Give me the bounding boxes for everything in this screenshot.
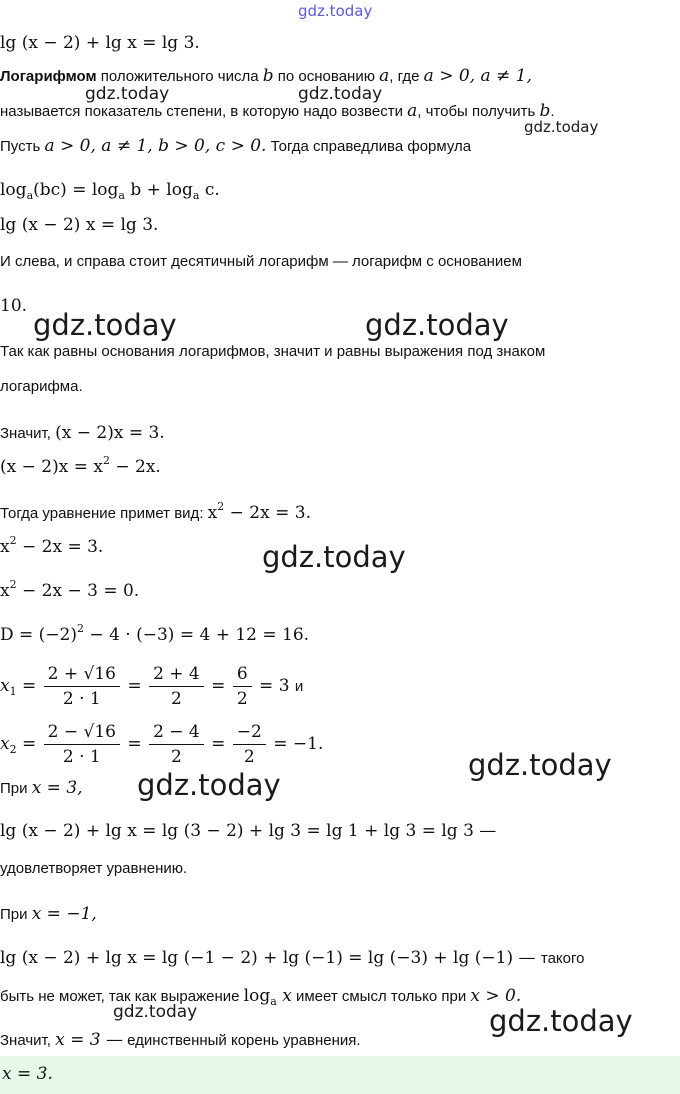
watermark: gdz.today <box>85 84 170 104</box>
math: x = 3, <box>31 778 83 798</box>
so-line <box>0 423 165 443</box>
watermark: gdz.today <box>298 84 383 104</box>
discriminant <box>0 622 310 645</box>
impossible-line <box>0 986 521 1006</box>
equal-bases-text-1: Так как равны основания логарифмов, значит и равны выражения под знаком <box>0 343 546 360</box>
log-base: a <box>118 189 125 202</box>
watermark: gdz.today <box>468 748 612 782</box>
math: (x − 2)x = x <box>0 457 103 477</box>
watermark: gdz.today <box>137 768 281 802</box>
math: x <box>207 503 218 523</box>
math: x <box>0 676 10 696</box>
definition-line-1 <box>0 66 532 86</box>
math-condition: a > 0, a ≠ 1, b > 0, c > 0. <box>44 136 267 156</box>
text: быть не может, так как выражение <box>0 988 240 1005</box>
math: lg (x − 2) + lg x = lg (−1 − 2) + lg (−1) = lg (−3) + lg (−1) — <box>0 948 536 968</box>
log-formula <box>0 180 220 200</box>
math: − 2x − 3 = 0. <box>22 581 140 601</box>
watermark: gdz.today <box>298 2 373 20</box>
math-var: b <box>539 101 551 121</box>
math: x = 3 — <box>55 1030 123 1050</box>
equation-quadratic-1 <box>0 534 104 557</box>
text: единственный корень уравнения. <box>127 1032 361 1049</box>
watermark: gdz.today <box>489 1004 633 1038</box>
log-text: log <box>243 986 271 1006</box>
watermark: gdz.today <box>524 118 599 136</box>
equal-bases-text-2: логарифма. <box>0 378 83 395</box>
then-line <box>0 500 311 523</box>
text: Тогда справедлива формула <box>270 138 472 155</box>
text: Значит, <box>0 1032 51 1049</box>
math: D = (−2) <box>0 625 78 645</box>
answer: x = 3. <box>2 1064 53 1084</box>
text: положительного числа <box>100 68 259 85</box>
log-base: a <box>192 189 200 202</box>
log-base: a <box>26 189 34 202</box>
text: и <box>294 678 304 695</box>
answer-box <box>0 1056 680 1094</box>
log-base: a <box>270 995 277 1008</box>
exponent: 2 <box>9 534 17 547</box>
fraction: $\frac{-2}{2}$ <box>233 722 266 767</box>
watermark: gdz.today <box>262 540 406 574</box>
math-var: a <box>379 66 390 86</box>
fraction: $\frac{2 + 4}{2}$ <box>149 664 204 709</box>
formula-part: (bc) = log <box>33 180 119 200</box>
text: имеет смысл только при <box>295 988 467 1005</box>
exponent: 2 <box>9 578 17 591</box>
check-x3-intro <box>0 778 83 798</box>
math-var: a <box>407 101 418 121</box>
math-var: b <box>262 66 274 86</box>
conclusion-line <box>0 1030 361 1050</box>
text: При <box>0 906 28 923</box>
text: такого <box>540 950 585 967</box>
equation-quadratic-2 <box>0 578 140 601</box>
root-2: $x_2$ = $\frac{2 - √16}{2 \cdot 1}$ = $\frac{2 - 4}{2}$ = $\frac{-2}{2}$ = −1. <box>0 722 324 767</box>
math: (x − 2)x = 3. <box>55 423 165 443</box>
fraction: $\frac{6}{2}$ <box>233 664 252 709</box>
exponent: 2 <box>77 622 85 635</box>
watermark: gdz.today <box>33 308 177 342</box>
subscript: 1 <box>9 685 17 698</box>
definition-term: Логарифмом <box>0 68 97 85</box>
check-x3: lg (x − 2) + lg x = lg (3 − 2) + lg 3 = lg 1 + lg 3 = lg 3 — <box>0 821 497 841</box>
check-x3-result: удовлетворяет уравнению. <box>0 860 188 877</box>
math: − 2x. <box>115 457 161 477</box>
math: − 2x = 3. <box>22 537 104 557</box>
base-ten: 10. <box>0 296 28 316</box>
log-text: log <box>0 180 27 200</box>
text: Тогда уравнение примет вид: <box>0 505 204 522</box>
definition-line-2 <box>0 101 555 121</box>
math: x <box>0 537 10 557</box>
watermark: gdz.today <box>365 308 509 342</box>
text: Пусть <box>0 138 41 155</box>
formula-part: c. <box>204 180 220 200</box>
math: = −1. <box>273 734 324 754</box>
math: x <box>0 734 10 754</box>
math: − 2x = 3. <box>229 503 311 523</box>
text: по основанию <box>277 68 375 85</box>
text: называется показатель степени, в которую надо возвести <box>0 103 403 120</box>
root-1: $x_1$ = $\frac{2 + √16}{2 \cdot 1}$ = $\frac{2 + 4}{2}$ = $\frac{6}{2}$ = 3 и <box>0 664 304 709</box>
fraction: $\frac{2 - 4}{2}$ <box>149 722 204 767</box>
math: = 3 <box>259 676 290 696</box>
text: . <box>550 103 555 120</box>
text: , чтобы получить <box>417 103 536 120</box>
decimal-log-text: И слева, и справа стоит десятичный логарифм — логарифм с основанием <box>0 253 522 270</box>
fraction: $\frac{2 + √16}{2 \cdot 1}$ <box>44 664 120 709</box>
math-condition: a > 0, a ≠ 1, <box>423 66 532 86</box>
fraction: $\frac{2 - √16}{2 \cdot 1}$ <box>44 722 120 767</box>
text: Значит, <box>0 425 51 442</box>
equation-original: lg (x − 2) + lg x = lg 3. <box>0 33 200 53</box>
check-xm1 <box>0 948 585 968</box>
let-line <box>0 136 471 156</box>
subscript: 2 <box>9 743 17 756</box>
exponent: 2 <box>217 500 225 513</box>
equation-combined: lg (x − 2) x = lg 3. <box>0 215 159 235</box>
math: x <box>0 581 10 601</box>
formula-part: b + log <box>130 180 193 200</box>
math: x > 0. <box>470 986 522 1006</box>
text: , где <box>389 68 420 85</box>
math: x = −1, <box>31 904 97 924</box>
text: При <box>0 780 28 797</box>
math: − 4 · (−3) = 4 + 12 = 16. <box>89 625 310 645</box>
exponent: 2 <box>102 454 110 467</box>
watermark: gdz.today <box>113 1002 198 1022</box>
expand-line <box>0 454 161 477</box>
math-var: x <box>282 986 292 1006</box>
check-xm1-intro <box>0 904 97 924</box>
